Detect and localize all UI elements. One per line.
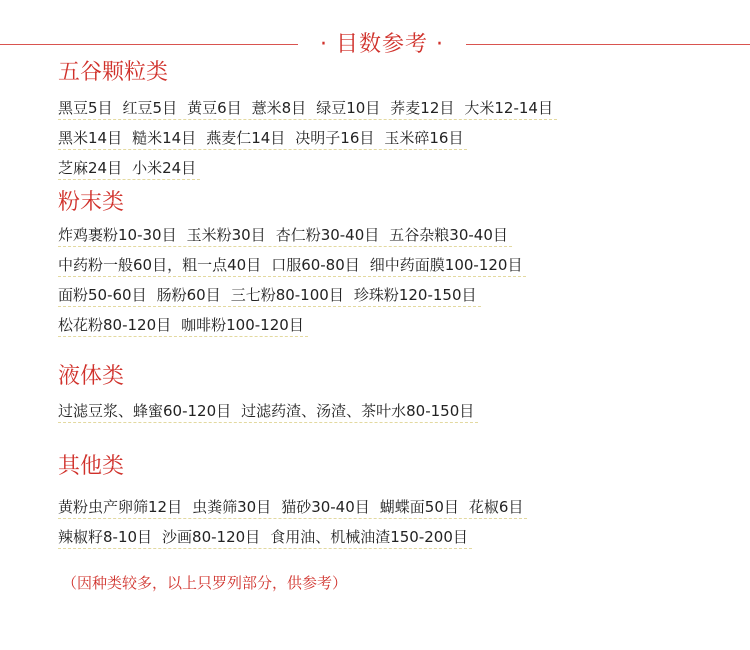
list-item: 玉米碎16目: [384, 129, 464, 147]
list-item: 黑豆5目: [58, 99, 113, 117]
others-row-1: [58, 496, 527, 519]
list-item: 过滤药渣、汤渣、茶叶水80-150目: [241, 402, 475, 420]
section-title-powders: 粉末类: [58, 190, 125, 215]
list-item: 松花粉80-120目: [58, 316, 172, 334]
list-item: 黄粉虫产卵筛12目: [58, 498, 183, 516]
list-item: 绿豆10目: [316, 99, 381, 117]
list-item: 红豆5目: [122, 99, 178, 117]
grains-row-1: [58, 97, 557, 120]
powders-row-4: [58, 314, 308, 337]
header-title: · 目数参考 ·: [320, 32, 444, 57]
list-item: 口服60-80目: [271, 256, 360, 274]
list-item: 猫砂30-40目: [281, 498, 370, 516]
list-item: 小米24目: [132, 159, 197, 177]
list-item: 中药粉一般60目，粗一点40目: [58, 256, 262, 274]
list-item: 决明子16目: [295, 129, 375, 147]
list-item: 食用油、机械油渣150-200目: [270, 528, 468, 546]
powders-row-3: [58, 284, 481, 307]
list-item: 肠粉60目: [156, 286, 221, 304]
list-item: 黄豆6目: [187, 99, 242, 117]
list-item: 过滤豆浆、蜂蜜60-120目: [58, 402, 232, 420]
list-item: 薏米8目: [251, 99, 307, 117]
list-item: 细中药面膜100-120目: [369, 256, 523, 274]
others-row-2: [58, 526, 472, 549]
list-item: 三七粉80-100目: [230, 286, 344, 304]
footnote: （因种类较多，以上只罗列部分，供参考）: [62, 574, 348, 592]
list-item: 黑米14目: [58, 129, 123, 147]
list-item: 炸鸡裹粉10-30目: [58, 226, 177, 244]
list-item: 面粉50-60目: [58, 286, 147, 304]
list-item: 玉米粉30目: [186, 226, 266, 244]
header-divider-right: [466, 44, 750, 45]
list-item: 蝴蝶面50目: [379, 498, 459, 516]
list-item: 辣椒籽8-10目: [58, 528, 153, 546]
list-item: 花椒6目: [468, 498, 524, 516]
section-title-others: 其他类: [58, 454, 125, 479]
list-item: 珍珠粉120-150目: [353, 286, 477, 304]
section-title-liquids: 液体类: [58, 364, 125, 389]
list-item: 糙米14目: [132, 129, 197, 147]
list-item: 沙画80-120目: [162, 528, 261, 546]
list-item: 芝麻24目: [58, 159, 123, 177]
list-item: 荞麦12目: [390, 99, 455, 117]
grains-row-3: [58, 157, 200, 180]
list-item: 五谷杂粮30-40目: [389, 226, 508, 244]
powders-row-2: [58, 254, 526, 277]
list-item: 虫粪筛30目: [192, 498, 272, 516]
list-item: 燕麦仁14目: [206, 129, 286, 147]
list-item: 杏仁粉30-40目: [275, 226, 380, 244]
list-item: 咖啡粉100-120目: [181, 316, 304, 334]
grains-row-2: [58, 127, 467, 150]
list-item: 大米12-14目: [464, 99, 553, 117]
powders-row-1: [58, 224, 512, 247]
section-title-grains: 五谷颗粒类: [58, 60, 169, 85]
liquids-row-1: [58, 400, 478, 423]
header-divider-left: [0, 44, 298, 45]
